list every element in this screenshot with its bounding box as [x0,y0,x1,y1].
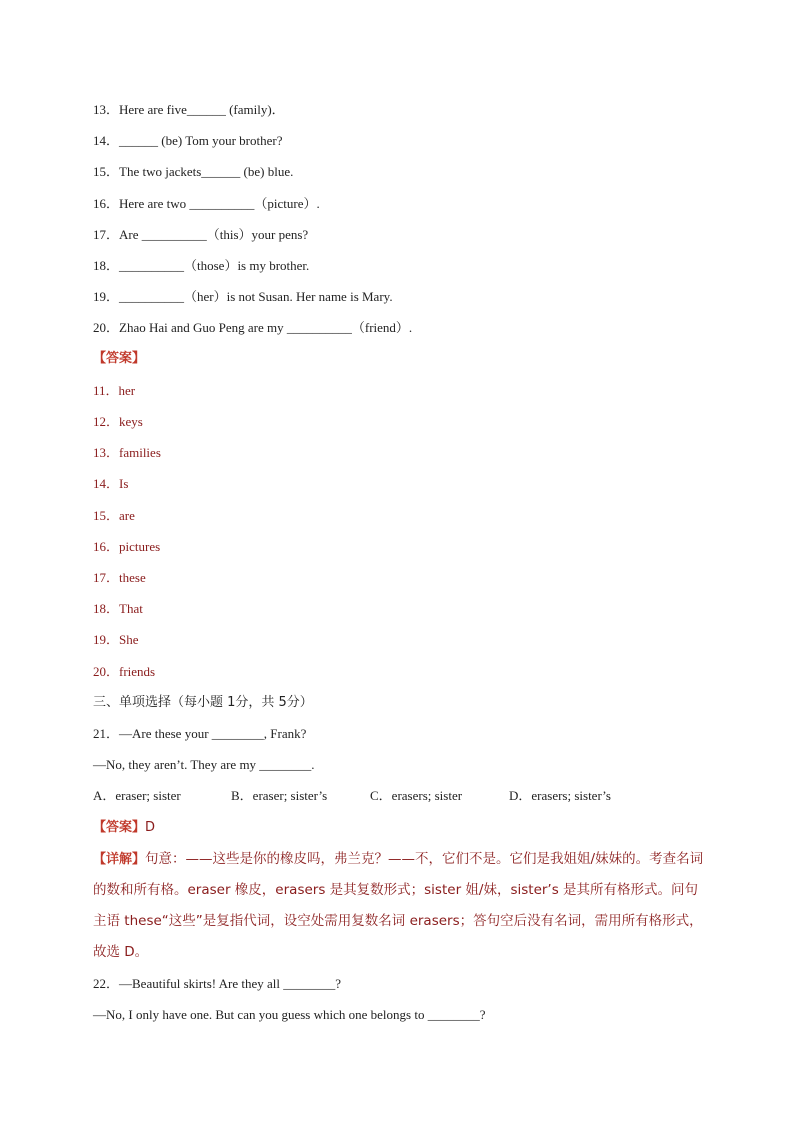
answer-13: 13．families [93,445,161,460]
answer-17: 17．these [93,570,146,585]
question-18: 18．__________（those）is my brother. [93,258,310,273]
answer-16: 16．pictures [93,539,161,554]
question-20: 20．Zhao Hai and Guo Peng are my __________（friend）. [93,320,413,335]
question-17: 17．Are __________（this）your pens? [93,227,309,242]
answer-15: 15．are [93,508,135,523]
answer-19: 19．She [93,632,139,647]
question-13: 13．Here are five______ (family)． [93,102,285,117]
question-16: 16．Here are two __________（picture）. [93,196,320,211]
question-14: 14．______ (be) Tom your brother? [93,133,283,148]
question-15: 15．The two jackets______ (be) blue. [93,164,294,179]
answer-14: 14．Is [93,476,129,491]
answer-heading: 【答案】 [93,351,146,366]
option-a: A．eraser; sister [93,788,181,803]
answer-20: 20．friends [93,664,156,679]
option-d: D．erasers; sister’s [509,788,611,803]
option-b: B．eraser; sister’s [231,788,328,803]
answer-value: D [145,820,156,835]
question-21-reply: —No, they aren’t. They are my ________. [93,757,315,772]
section-title: 三、单项选择（每小题 1分，共 5分） [93,695,313,710]
question-22-reply: —No, I only have one. But can you guess which one belongs to ________? [93,1007,486,1022]
question-19: 19．__________（her）is not Susan. Her name is Mary. [93,289,393,304]
question-22-stem: 22．—Beautiful skirts! Are they all ________? [93,976,342,991]
question-21-options [93,787,611,805]
answer-12: 12．keys [93,414,143,429]
answer-label: 【答案】 [93,820,146,835]
question-21-answer [93,818,155,837]
detail-text: 句意：——这些是你的橡皮吗，弗兰克？——不，它们不是。它们是我姐姐/妹妹的。考查名词的数和所有格。eraser 橡皮，erasers 是其复数形式；sister 姐/妹，sister’s 是其所有格形式。问句主语 these“这些”是复指代词，设空处需用复数名词 erasers；答句空后没有名词，需用所有格形式，故选 D。 [93,851,704,960]
option-c: C．erasers; sister [370,788,463,803]
question-21-stem: 21．—Are these your ________, Frank? [93,726,307,741]
detail-label: 【详解】 [93,852,146,867]
answer-18: 18．That [93,601,143,616]
question-21-detail [93,844,705,968]
answer-11: 11．her [93,383,136,398]
